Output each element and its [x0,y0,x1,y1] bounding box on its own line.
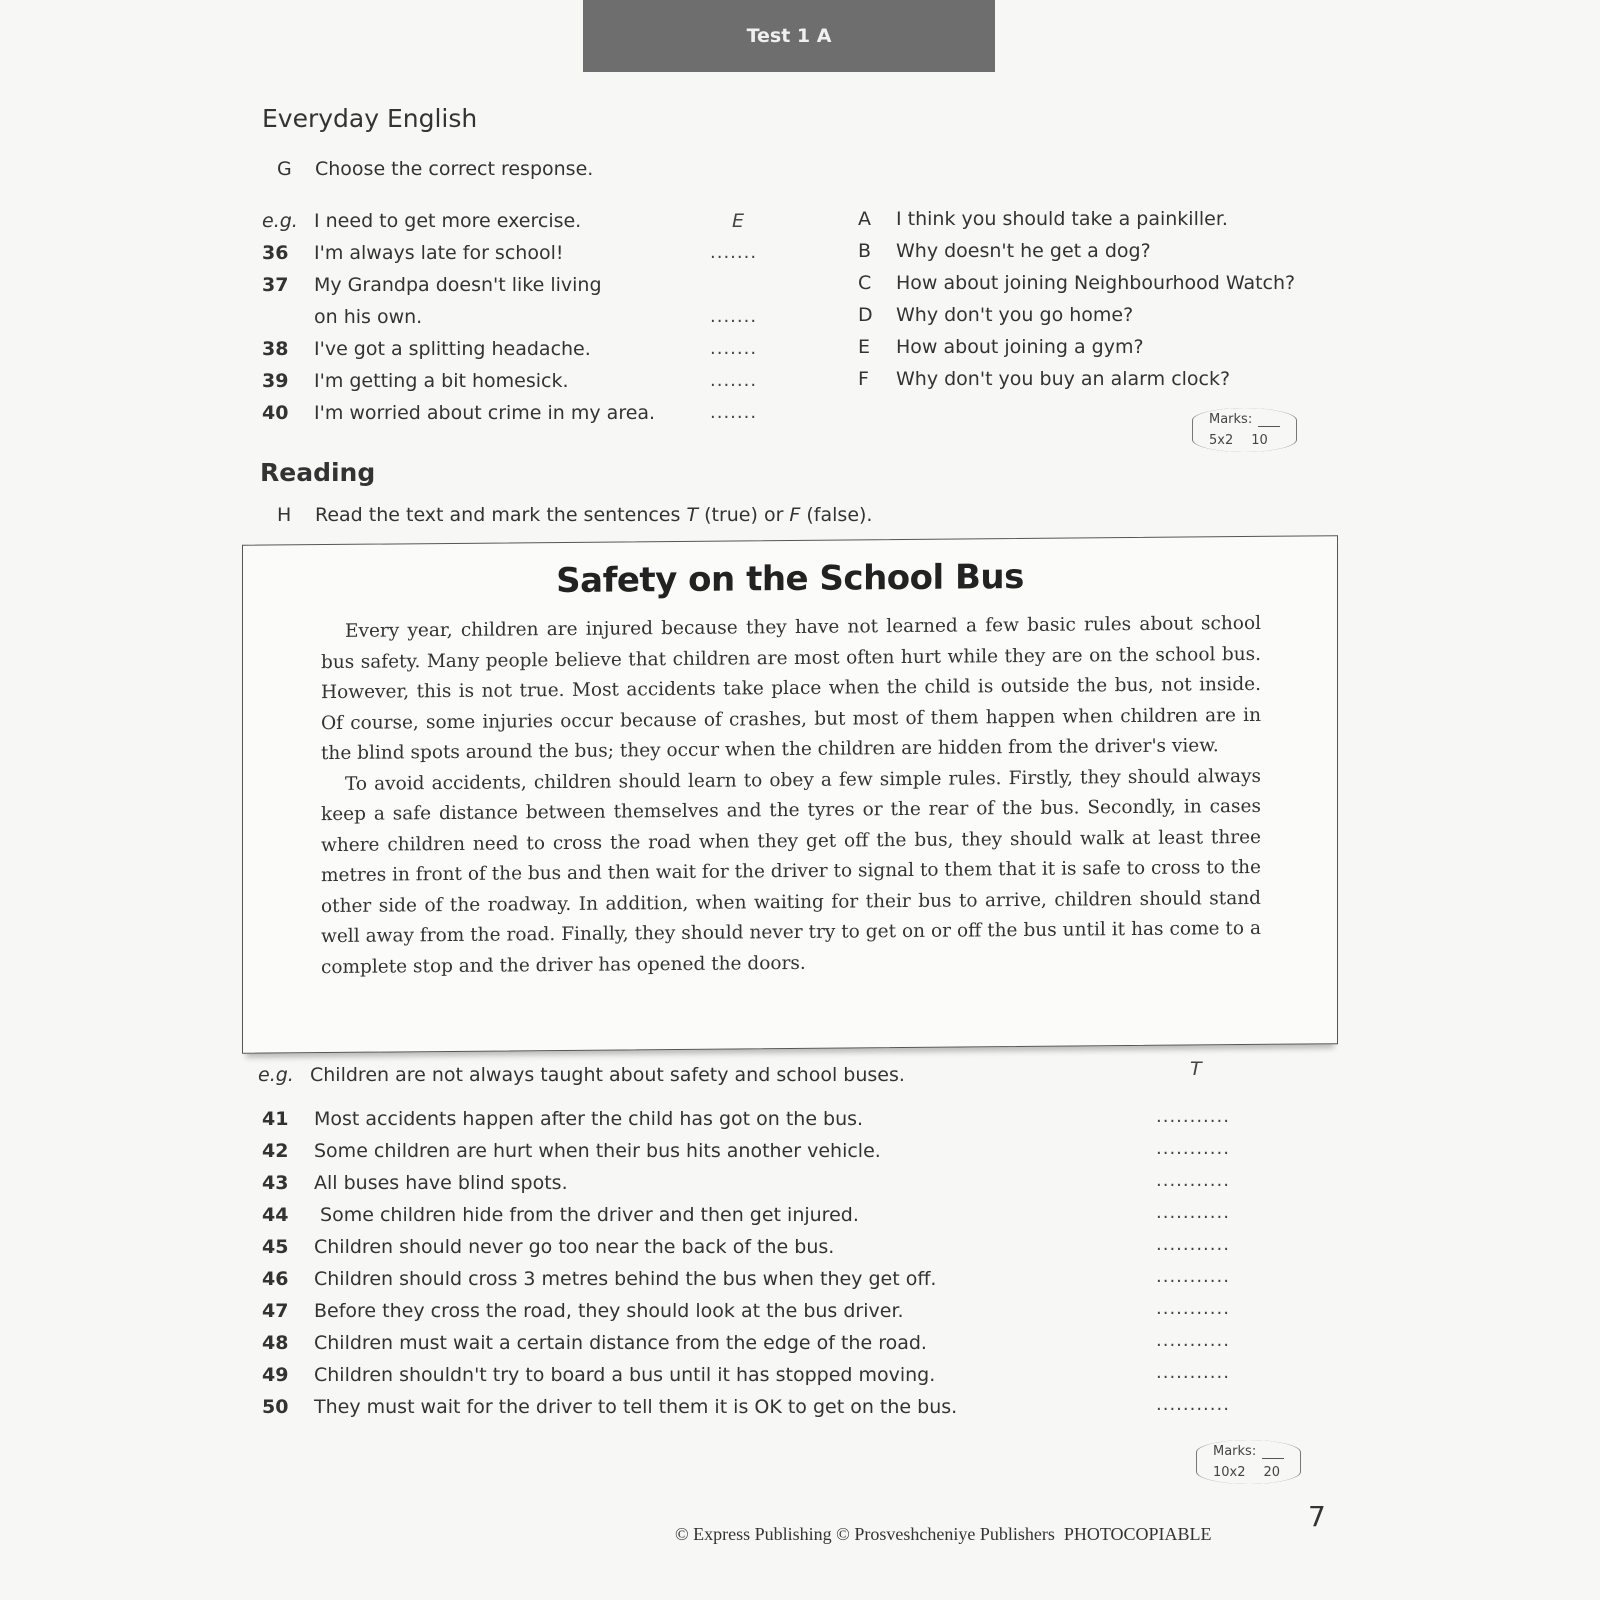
answer-blank[interactable]: ........... [1156,1298,1230,1319]
instruction-letter-h: H [277,504,292,526]
item-number: 42 [262,1140,289,1162]
item-text: I've got a splitting headache. [314,338,591,360]
option-f [858,368,1230,390]
item-text: My Grandpa doesn't like living [314,274,602,296]
marks-box-g [1192,408,1297,452]
everyday-instruction [277,158,593,180]
list-item [262,242,563,264]
reading-example-row [258,1064,905,1086]
answer-blank[interactable]: ....... [710,370,758,391]
instruction-text-post: (false). [800,504,873,526]
answer-blank[interactable]: ........... [1156,1266,1230,1287]
item-text: All buses have blind spots. [314,1172,568,1194]
example-label: e.g. [262,210,298,232]
item-number: 37 [262,274,289,296]
option-letter: F [858,368,869,390]
item-text-continued: on his own. [314,306,423,328]
item-number: 36 [262,242,289,264]
marks-score-line[interactable] [1258,418,1280,427]
item-number: 46 [262,1268,289,1290]
item-text: Before they cross the road, they should look at the bus driver. [314,1300,904,1322]
option-c [858,272,1295,294]
item-number: 47 [262,1300,289,1322]
photocopiable-text: PHOTOCOPIABLE [1063,1524,1212,1544]
option-text: How about joining a gym? [896,336,1144,358]
table-row [262,1300,904,1322]
option-letter: A [858,208,871,230]
marks-label: Marks: [1213,1444,1257,1459]
instruction-text-pre: Read the text and mark the sentences [315,504,687,526]
reading-heading: Reading [260,458,376,487]
example-label: e.g. [258,1064,294,1086]
item-number: 49 [262,1364,289,1386]
list-item [262,274,602,296]
table-row [262,1140,881,1162]
reading-title: Safety on the School Bus [556,556,1024,602]
table-row [262,1332,927,1354]
answer-blank[interactable]: ........... [1156,1170,1230,1191]
item-text: I'm getting a bit homesick. [314,370,569,392]
item-text: They must wait for the driver to tell them it is OK to get on the bus. [314,1396,958,1418]
instruction-text-g: Choose the correct response. [315,158,594,180]
item-text: Some children are hurt when their bus hits another vehicle. [314,1140,881,1162]
item-number: 45 [262,1236,289,1258]
table-row [262,1364,935,1386]
option-letter: C [858,272,872,294]
option-text: Why don't you go home? [896,304,1134,326]
option-text: I think you should take a painkiller. [896,208,1228,230]
list-item [262,402,655,424]
item-text: Children should never go too near the back of the bus. [314,1236,835,1258]
page-number: 7 [1308,1500,1326,1533]
option-a [858,208,1228,230]
option-letter: D [858,304,873,326]
item-number: 40 [262,402,289,424]
item-text: Children should cross 3 metres behind the bus when they get off. [314,1268,937,1290]
reading-paragraph-2: To avoid accidents, children should learn to obey a few simple rules. Firstly, they should always keep a safe distance between themselves and the tyres or the rear of the bus. Secondly, in cases where children need to cross the road when they get off the bus, they should walk at least three metres in front of the bus and then wait for the driver to signal to them that it is safe to cross to the other side of the roadway. In addition, when waiting for their bus to arrive, children should stand well away from the road. Finally, they should never try to get on or off the bus until it has come to a complete stop and the driver has opened the doors. [321,765,1261,978]
answer-blank[interactable]: ........... [1156,1330,1230,1351]
marks-score-line[interactable] [1262,1450,1284,1459]
answer-blank[interactable]: ....... [710,242,758,263]
everyday-example-row [262,210,581,232]
item-text: Most accidents happen after the child has got on the bus. [314,1108,864,1130]
marks-multiplier: 10x2 [1213,1465,1246,1480]
item-text: I'm always late for school! [314,242,564,264]
answer-blank[interactable]: ....... [710,306,758,327]
item-number: 39 [262,370,289,392]
test-title: Test 1 A [746,25,832,47]
example-answer: E [732,210,745,232]
answer-blank[interactable]: ........... [1156,1106,1230,1127]
example-answer: T [1190,1058,1202,1080]
option-e [858,336,1144,358]
item-number: 41 [262,1108,289,1130]
reading-text-box [242,535,1338,1054]
table-row [262,1396,957,1418]
item-number: 43 [262,1172,289,1194]
list-item [262,370,569,392]
table-row [262,1108,863,1130]
item-text: I'm worried about crime in my area. [314,402,656,424]
table-row [262,1268,936,1290]
reading-instruction [277,504,872,526]
marks-label: Marks: [1209,412,1253,427]
instruction-letter-g: G [277,158,292,180]
example-text: Children are not always taught about safety and school buses. [310,1064,905,1086]
item-number: 48 [262,1332,289,1354]
marks-multiplier: 5x2 [1209,433,1234,448]
marks-total: 20 [1263,1465,1281,1480]
option-d [858,304,1133,326]
footer-copyright [675,1524,1212,1545]
answer-blank[interactable]: ........... [1156,1394,1230,1415]
item-number: 38 [262,338,289,360]
option-text: Why don't you buy an alarm clock? [896,368,1231,390]
list-item [262,338,591,360]
example-text: I need to get more exercise. [314,210,582,232]
answer-blank[interactable]: ........... [1156,1202,1230,1223]
reading-paragraph-1: Every year, children are injured because they have not learned a few basic rules about school bus safety. Many people believe that children are most often hurt while they are on the school bus. However, this is not true. Most accidents take place when the child is outside the bus, not inside. Of course, some injuries occur because of crashes, but most of them happen when children are in the blind spots around the bus; they occur when the children are hidden from the driver's view. [321,612,1261,765]
instruction-true-letter: T [686,504,699,526]
item-text: Children must wait a certain distance from the edge of the road. [314,1332,927,1354]
everyday-english-heading: Everyday English [262,104,478,133]
table-row [262,1172,568,1194]
option-b [858,240,1151,262]
table-row [262,1204,859,1226]
option-text: How about joining Neighbourhood Watch? [896,272,1296,294]
answer-blank[interactable]: ....... [710,338,758,359]
copyright-text: © Express Publishing © Prosveshcheniye Publishers [675,1524,1055,1544]
option-letter: E [858,336,871,358]
marks-box-h [1196,1440,1301,1484]
option-letter: B [858,240,872,262]
item-text: Some children hide from the driver and then get injured. [314,1204,859,1226]
answer-blank[interactable]: ........... [1156,1234,1230,1255]
item-number: 50 [262,1396,289,1418]
answer-blank[interactable]: ........... [1156,1362,1230,1383]
answer-blank[interactable]: ........... [1156,1138,1230,1159]
item-number: 44 [262,1204,289,1226]
test-title-bar [583,0,995,72]
reading-body [321,609,1261,983]
answer-blank[interactable]: ....... [710,402,758,423]
table-row [262,1236,834,1258]
marks-total: 10 [1251,433,1268,448]
option-text: Why doesn't he get a dog? [896,240,1151,262]
instruction-false-letter: F [789,504,801,526]
instruction-text-mid: (true) or [698,504,790,526]
item-text: Children shouldn't try to board a bus until it has stopped moving. [314,1364,936,1386]
